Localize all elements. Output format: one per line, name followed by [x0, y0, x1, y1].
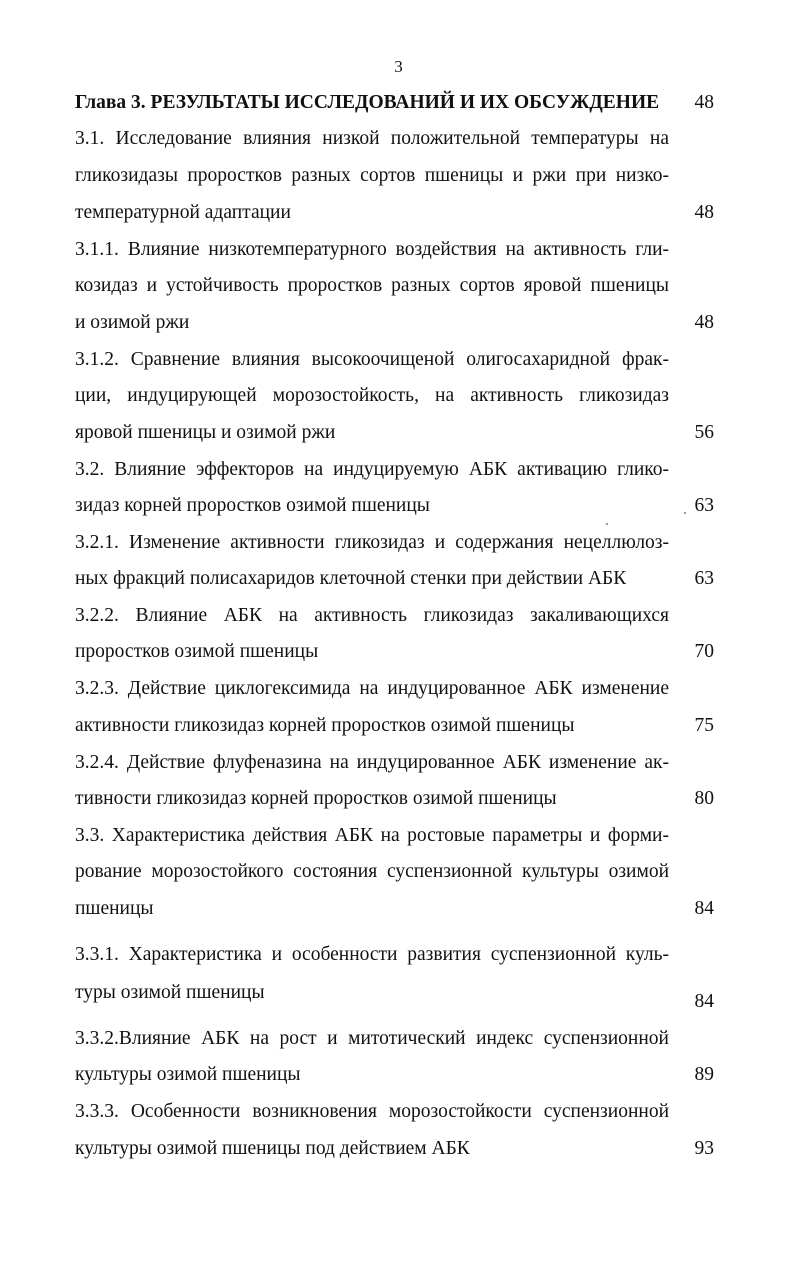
toc-entry-line: 3.2. Влияние эффекторов на индуцируемую АБК активацию глико- — [75, 459, 669, 480]
toc-entry-line: температурной адаптации — [75, 202, 291, 223]
toc-entry-line: зидаз корней проростков озимой пшеницы — [75, 495, 430, 516]
toc-entry-line: культуры озимой пшеницы под действием АБК — [75, 1138, 470, 1159]
toc-entry-page: 75 — [694, 715, 714, 736]
toc-entry-line: тивности гликозидаз корней проростков озимой пшеницы — [75, 788, 557, 809]
toc-entry-page: 93 — [694, 1138, 714, 1159]
toc-entry-line: 3.1.2. Сравнение влияния высокоочищеной олигосахаридной фрак- — [75, 349, 669, 370]
toc-entry-line: пшеницы — [75, 898, 154, 919]
toc-entry-line: проростков озимой пшеницы — [75, 641, 319, 662]
toc-entry-line: 3.3. Характеристика действия АБК на ростовые параметры и форми- — [75, 825, 669, 846]
toc-entry-line: 3.1. Исследование влияния низкой положительной температуры на — [75, 128, 669, 149]
toc-entry-line: 3.3.1. Характеристика и особенности развития суспензионной куль- — [75, 944, 669, 965]
toc-entry-page: 84 — [694, 991, 714, 1012]
toc-entry-line: козидаз и устойчивость проростков разных сортов яровой пшеницы — [75, 275, 669, 296]
toc-entry-line: культуры озимой пшеницы — [75, 1064, 301, 1085]
toc-entry-page: 84 — [694, 898, 714, 919]
toc-entry-page: 89 — [694, 1064, 714, 1085]
toc-entry-page: 63 — [694, 568, 714, 589]
page-number: 3 — [394, 57, 403, 76]
toc-entry-page: 63 — [694, 495, 714, 516]
toc-entry-line: гликозидазы проростков разных сортов пшеницы и ржи при низко- — [75, 165, 669, 186]
toc-entry-line: 3.2.4. Действие флуфеназина на индуцированное АБК изменение ак- — [75, 752, 669, 773]
toc-entry-line: активности гликозидаз корней проростков озимой пшеницы — [75, 715, 575, 736]
toc-entry-line: яровой пшеницы и озимой ржи — [75, 422, 336, 443]
toc-entry-line: 3.3.3. Особенности возникновения морозостойкости суспензионной — [75, 1101, 669, 1122]
toc-entry-line: и озимой ржи — [75, 312, 190, 333]
toc-chapter-page: 48 — [694, 92, 714, 113]
toc-entry-line: ции, индуцирующей морозостойкость, на активность гликозидаз — [75, 385, 669, 406]
toc-entry-page: 80 — [694, 788, 714, 809]
scan-speck — [606, 523, 608, 525]
toc-entry-line: 3.3.2.Влияние АБК на рост и митотический индекс суспензионной — [75, 1028, 669, 1049]
toc-entry-page: 70 — [694, 641, 714, 662]
toc-chapter-title: Глава 3. РЕЗУЛЬТАТЫ ИССЛЕДОВАНИЙ И ИХ ОБСУЖДЕНИЕ — [75, 92, 660, 113]
toc-entry-page: 48 — [694, 202, 714, 223]
toc-entry-line: туры озимой пшеницы — [75, 982, 265, 1003]
toc-entry-line: 3.2.3. Действие циклогексимида на индуцированное АБК изменение — [75, 678, 669, 699]
toc-entry-page: 48 — [694, 312, 714, 333]
scan-speck — [684, 512, 686, 514]
toc-entry-line: рование морозостойкого состояния суспензионной культуры озимой — [75, 861, 669, 882]
toc-entry-line: 3.1.1. Влияние низкотемпературного воздействия на активность гли- — [75, 239, 669, 260]
toc-entry-line: 3.2.1. Изменение активности гликозидаз и содержания нецеллюлоз- — [75, 532, 669, 553]
toc-entry-line: ных фракций полисахаридов клеточной стенки при действии АБК — [75, 568, 627, 589]
toc-entry-line: 3.2.2. Влияние АБК на активность гликозидаз закаливающихся — [75, 605, 669, 626]
toc-entry-page: 56 — [694, 422, 714, 443]
